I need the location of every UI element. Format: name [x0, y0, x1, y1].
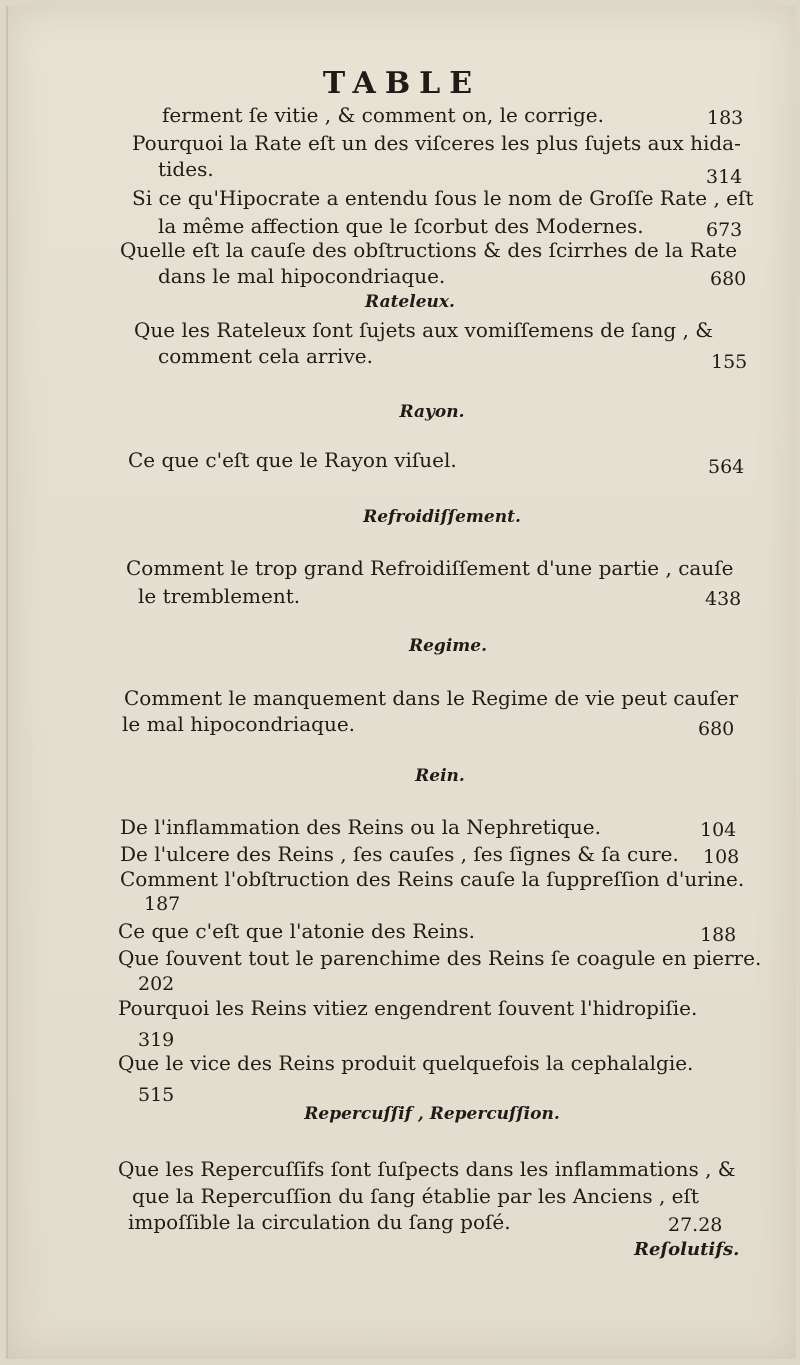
entry-text: que la Repercuſſion du ſang établie par les Anciens , eſt	[132, 1184, 699, 1208]
entry-text: Si ce qu'Hipocrate a entendu ſous le nom de Groſſe Rate , eſt	[132, 186, 754, 210]
entry-page: 202	[138, 973, 175, 995]
entry-page: 155	[711, 351, 748, 373]
section-heading-regime: Regime.	[408, 636, 487, 656]
entry-page: 108	[703, 846, 740, 868]
entry-text: Comment le manquement dans le Regime de vie peut cauſer	[124, 686, 739, 710]
entry-page: 188	[700, 924, 737, 946]
entry-text: Que ſouvent tout le parenchime des Reins ſe coagule en pierre.	[118, 946, 762, 970]
section-heading-rateleux: Rateleux.	[365, 292, 455, 312]
entry-page: 680	[710, 268, 747, 290]
page-header: TABLE	[322, 66, 482, 101]
entry-text: Comment le trop grand Refroidiſſement d'une partie , cauſe	[126, 556, 734, 580]
entry-text: Ce que c'eſt que le Rayon viſuel.	[128, 448, 457, 472]
entry-text: Pourquoi les Reins vitiez engendrent ſouvent l'hidropiſie.	[118, 996, 698, 1020]
section-heading-rein: Rein.	[415, 766, 465, 786]
entry-text: dans le mal hipocondriaque.	[158, 264, 446, 288]
section-heading-refroidissement: Refroidiſſement.	[363, 507, 521, 527]
book-page	[6, 6, 796, 1359]
entry-text: la même affection que le ſcorbut des Modernes.	[158, 214, 644, 238]
entry-text: Ce que c'eſt que l'atonie des Reins.	[118, 919, 476, 943]
entry-page: 27.28	[668, 1214, 723, 1236]
entry-text: De l'inflammation des Reins ou la Nephretique.	[120, 815, 601, 839]
entry-text: le tremblement.	[138, 584, 301, 608]
section-heading-repercussif: Repercuſſif , Repercuſſion.	[304, 1104, 560, 1124]
entry-page: 104	[700, 819, 737, 841]
entry-page: 319	[138, 1029, 175, 1051]
entry-text: comment cela arrive.	[158, 344, 373, 368]
catchword: Reſolutifs.	[634, 1239, 740, 1260]
entry-text: le mal hipocondriaque.	[122, 712, 356, 736]
entry-text: tides.	[158, 157, 214, 181]
entry-page: 183	[707, 107, 744, 129]
entry-text: Que les Repercuſſifs ſont ſuſpects dans les inflammations , &	[118, 1157, 736, 1181]
entry-text: Quelle eſt la cauſe des obſtructions & des ſcirrhes de la Rate	[120, 238, 738, 262]
entry-page: 515	[138, 1084, 175, 1106]
entry-page: 438	[705, 588, 742, 610]
entry-page: 187	[144, 893, 181, 915]
entry-page: 314	[706, 166, 743, 188]
entry-text: Que le vice des Reins produit quelquefois la cephalalgie.	[118, 1051, 694, 1075]
entry-text: Que les Rateleux ſont ſujets aux vomiſſemens de ſang , &	[134, 318, 714, 342]
entry-page: 673	[706, 219, 743, 241]
entry-text: impoſſible la circulation du ſang poſé.	[128, 1210, 511, 1234]
entry-page: 564	[708, 456, 745, 478]
entry-text: Comment l'obſtruction des Reins cauſe la ſuppreſſion d'urine.	[120, 867, 745, 891]
section-heading-rayon: Rayon.	[399, 402, 465, 422]
entry-text: ferment ſe vitie , & comment on, le corrige.	[162, 103, 604, 127]
entry-text: Pourquoi la Rate eſt un des viſceres les plus ſujets aux hida-	[132, 131, 741, 155]
entry-text: De l'ulcere des Reins , ſes cauſes , ſes ſignes & ſa cure.	[120, 842, 679, 866]
entry-page: 680	[698, 718, 735, 740]
